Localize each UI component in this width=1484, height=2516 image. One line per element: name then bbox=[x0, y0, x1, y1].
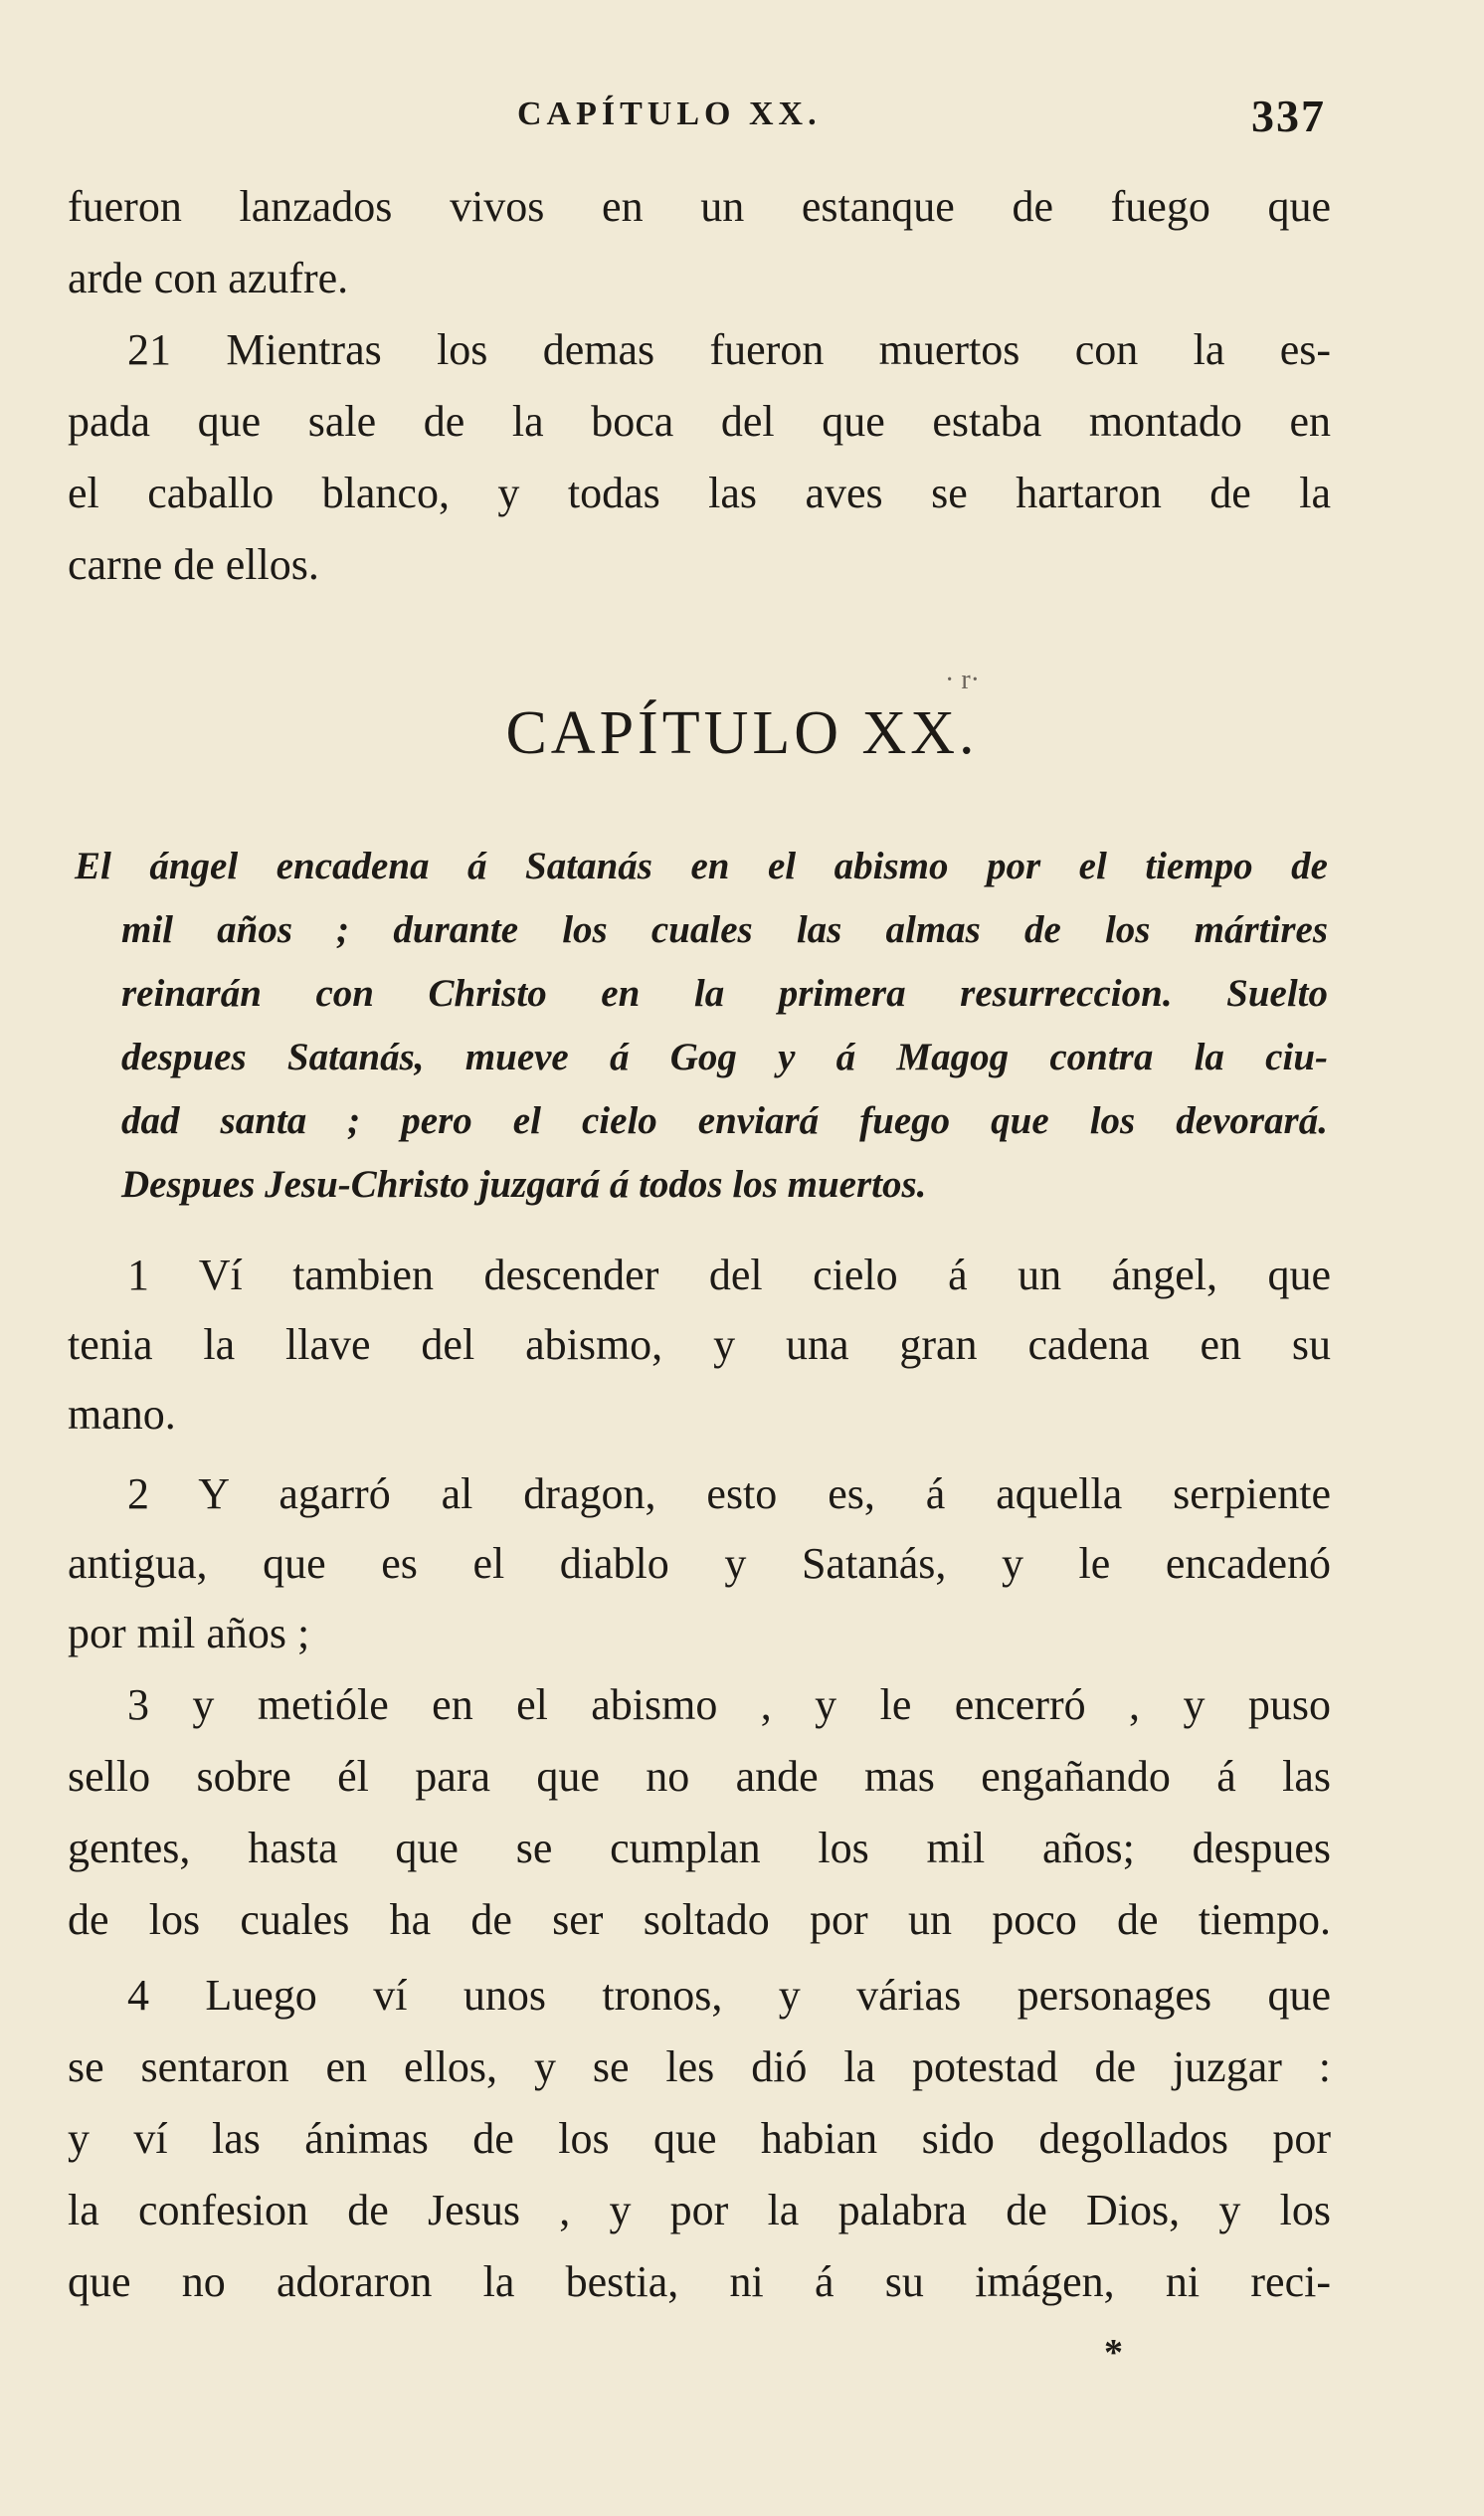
summary-line: mil años ; durante los cuales las almas de los mártires bbox=[121, 908, 1328, 951]
verse-line: gentes, hasta que se cumplan los mil años; despues bbox=[68, 1824, 1331, 1872]
text-line: arde con azufre. bbox=[68, 254, 349, 302]
text-line: carne de ellos. bbox=[68, 540, 319, 589]
verse-line: tenia la llave del abismo, y una gran cadena en su bbox=[68, 1320, 1331, 1369]
text-line: pada que sale de la boca del que estaba montado en bbox=[68, 397, 1331, 446]
summary-line: El ángel encadena á Satanás en el abismo por el tiempo de bbox=[75, 845, 1328, 887]
text-line: el caballo blanco, y todas las aves se hartaron de la bbox=[68, 469, 1331, 517]
running-head bbox=[75, 91, 1326, 151]
verse-line: 3 y metióle en el abismo , y le encerró , y puso bbox=[127, 1680, 1331, 1729]
verse-line: y ví las ánimas de los que habian sido degollados por bbox=[68, 2114, 1331, 2163]
summary-line: dad santa ; pero el cielo enviará fuego que los devorará. bbox=[121, 1099, 1328, 1142]
text-line: 21 Mientras los demas fueron muertos con la es- bbox=[127, 325, 1331, 374]
verse-line: mano. bbox=[68, 1390, 176, 1439]
summary-line: Despues Jesu-Christo juzgará á todos los muertos. bbox=[121, 1163, 927, 1206]
page-number: 337 bbox=[1251, 91, 1326, 141]
verse-line: que no adoraron la bestia, ni á su imágen, ni reci- bbox=[68, 2257, 1331, 2306]
stray-mark: · r· bbox=[945, 665, 980, 695]
text-line: fueron lanzados vivos en un estanque de fuego que bbox=[68, 182, 1331, 231]
running-title: CAPÍTULO XX. bbox=[517, 96, 822, 132]
verse-line: 4 Luego ví unos tronos, y várias personages que bbox=[127, 1971, 1331, 2020]
verse-line: de los cuales ha de ser soltado por un poco de tiempo. bbox=[68, 1895, 1331, 1944]
chapter-heading: CAPÍTULO XX. bbox=[505, 699, 979, 767]
verse-line: 1 Ví tambien descender del cielo á un ángel, que bbox=[127, 1251, 1331, 1299]
signature-mark: * bbox=[1104, 2332, 1123, 2374]
verse-line: la confesion de Jesus , y por la palabra de Dios, y los bbox=[68, 2186, 1331, 2234]
verse-line: antigua, que es el diablo y Satanás, y le encadenó bbox=[68, 1539, 1331, 1588]
summary-line: despues Satanás, mueve á Gog y á Magog contra la ciu- bbox=[121, 1036, 1328, 1078]
verse-line: por mil años ; bbox=[68, 1609, 310, 1657]
summary-line: reinarán con Christo en la primera resurreccion. Suelto bbox=[121, 972, 1328, 1015]
verse-line: sello sobre él para que no ande mas engañando á las bbox=[68, 1752, 1331, 1801]
verse-line: se sentaron en ellos, y se les dió la potestad de juzgar : bbox=[68, 2042, 1331, 2091]
verse-line: 2 Y agarró al dragon, esto es, á aquella serpiente bbox=[127, 1469, 1331, 1518]
